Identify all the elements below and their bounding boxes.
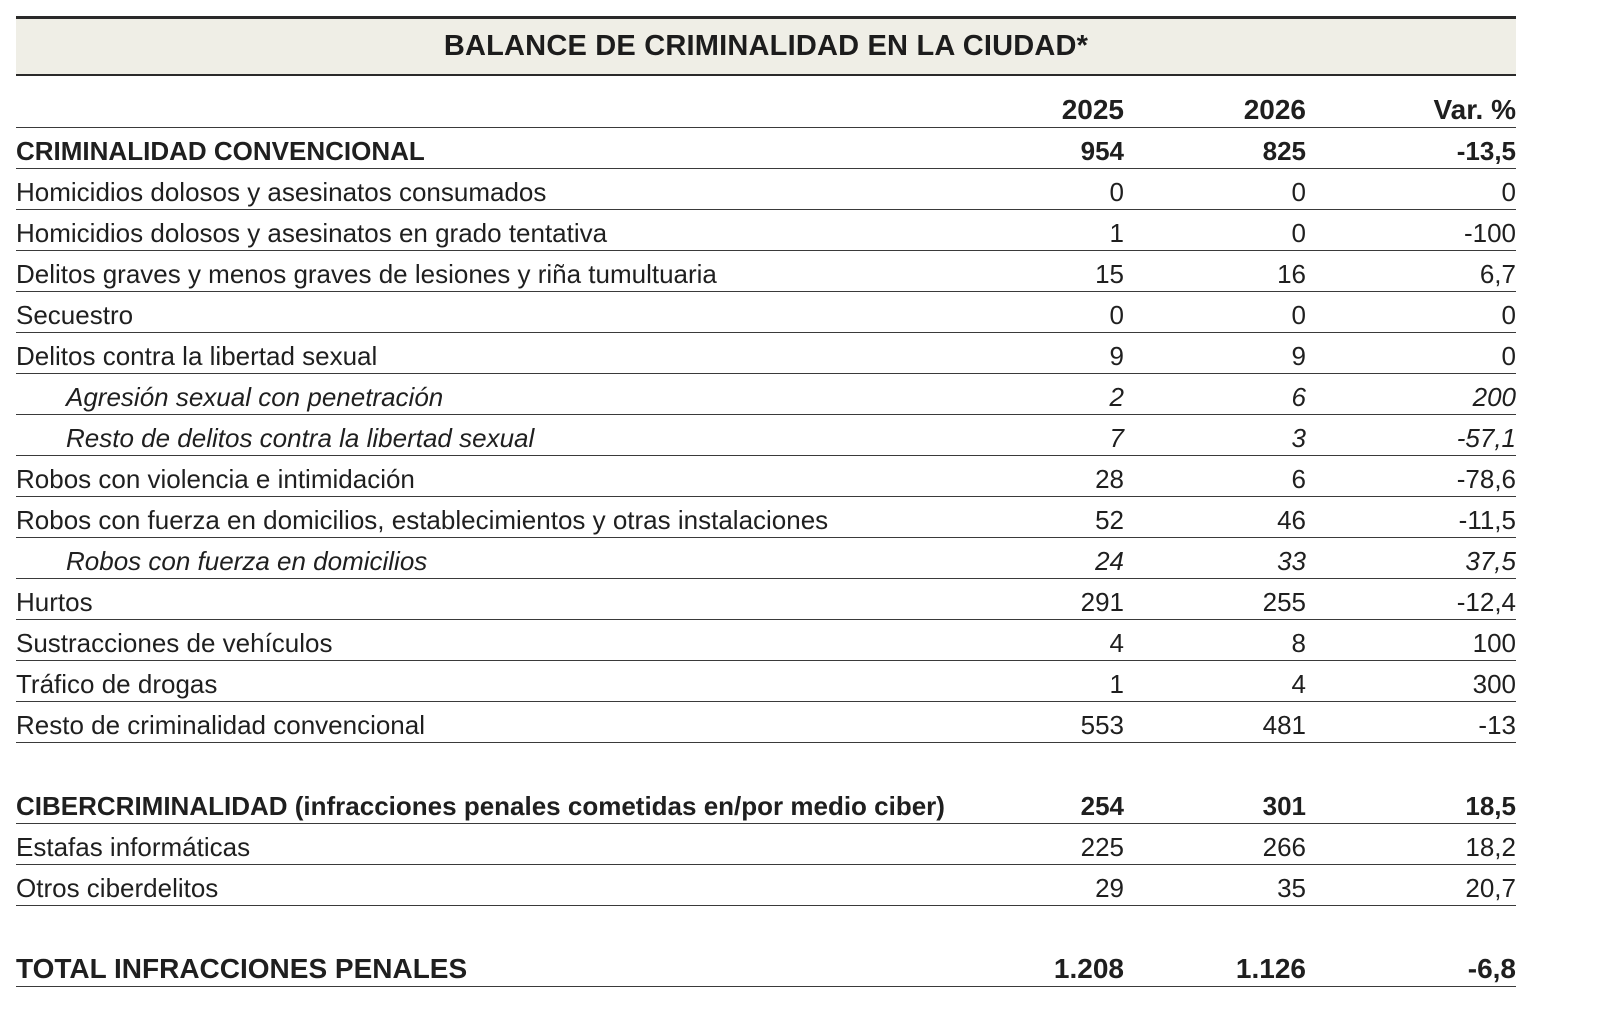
row-value-var: 0 xyxy=(1501,300,1516,330)
row-value-var: 0 xyxy=(1501,341,1516,371)
table-row xyxy=(16,743,1516,824)
table-row xyxy=(16,579,1516,620)
row-value-2026: 0 xyxy=(1291,177,1306,207)
row-value-2025: 29 xyxy=(1095,873,1124,903)
row-value-var: 18,2 xyxy=(1465,832,1516,862)
table-row xyxy=(16,865,1516,906)
row-value-2025: 15 xyxy=(1095,259,1124,289)
row-value-2025: 553 xyxy=(1080,710,1124,740)
row-label: Delitos graves y menos graves de lesiones y riña tumultuaria xyxy=(16,259,717,289)
row-label: Sustracciones de vehículos xyxy=(16,628,333,658)
row-value-2025: 0 xyxy=(1109,300,1124,330)
row-value-var: 20,7 xyxy=(1465,873,1516,903)
row-value-var: -13,5 xyxy=(1456,136,1516,166)
row-value-2025: 225 xyxy=(1080,832,1124,862)
row-value-2026: 9 xyxy=(1291,341,1306,371)
row-value-var: 300 xyxy=(1472,669,1516,699)
row-label: Secuestro xyxy=(16,300,134,330)
table-title-bar xyxy=(16,16,1516,76)
row-label: Agresión sexual con penetración xyxy=(66,382,444,412)
row-value-2025: 7 xyxy=(1109,423,1124,453)
row-value-var: -13 xyxy=(1478,710,1516,740)
row-value-2026: 33 xyxy=(1277,546,1306,576)
row-value-2026: 255 xyxy=(1262,587,1306,617)
column-header-2026: 2026 xyxy=(1243,94,1306,125)
row-label: CIBERCRIMINALIDAD (infracciones penales cometidas en/por medio ciber) xyxy=(16,791,945,821)
row-value-var: -57,1 xyxy=(1456,423,1516,453)
row-label: Homicidios dolosos y asesinatos en grado tentativa xyxy=(16,218,608,248)
row-label: Otros ciberdelitos xyxy=(16,873,219,903)
row-value-2025: 254 xyxy=(1080,791,1124,821)
column-header-var: Var. % xyxy=(1433,94,1516,125)
row-value-2026: 46 xyxy=(1277,505,1306,535)
table-row xyxy=(16,292,1516,333)
row-value-2025: 1 xyxy=(1109,218,1124,248)
row-value-2026: 266 xyxy=(1262,832,1306,862)
table-row xyxy=(16,906,1516,987)
row-label: Tráfico de drogas xyxy=(16,669,218,699)
row-value-var: -6,8 xyxy=(1467,953,1516,984)
row-label: Resto de delitos contra la libertad sexual xyxy=(66,423,535,453)
row-value-2026: 6 xyxy=(1291,464,1306,494)
row-value-2026: 301 xyxy=(1262,791,1306,821)
row-value-2025: 9 xyxy=(1109,341,1124,371)
table-row xyxy=(16,333,1516,374)
table-row xyxy=(16,538,1516,579)
table-row xyxy=(16,702,1516,743)
row-value-2026: 8 xyxy=(1291,628,1306,658)
row-label: Robos con fuerza en domicilios xyxy=(66,546,428,576)
row-value-var: 200 xyxy=(1472,382,1516,412)
column-header-2025: 2025 xyxy=(1061,94,1124,125)
row-value-2025: 291 xyxy=(1080,587,1124,617)
table-row xyxy=(16,374,1516,415)
row-value-var: 37,5 xyxy=(1465,546,1516,576)
row-value-2025: 24 xyxy=(1095,546,1124,576)
row-value-2025: 954 xyxy=(1080,136,1124,166)
row-value-2026: 6 xyxy=(1291,382,1306,412)
row-value-2026: 16 xyxy=(1277,259,1306,289)
row-label: Homicidios dolosos y asesinatos consumados xyxy=(16,177,547,207)
row-label: Delitos contra la libertad sexual xyxy=(16,341,378,371)
row-value-var: -100 xyxy=(1463,218,1516,248)
row-label: Robos con fuerza en domicilios, establecimientos y otras instalaciones xyxy=(16,505,829,535)
row-label: TOTAL INFRACCIONES PENALES xyxy=(16,953,468,984)
table-row xyxy=(16,497,1516,538)
row-label: Resto de criminalidad convencional xyxy=(16,710,426,740)
row-value-var: 100 xyxy=(1472,628,1516,658)
table-body xyxy=(16,128,1516,987)
row-value-2025: 28 xyxy=(1095,464,1124,494)
row-value-2026: 35 xyxy=(1277,873,1306,903)
row-label: Robos con violencia e intimidación xyxy=(16,464,415,494)
row-value-2025: 1 xyxy=(1109,669,1124,699)
row-value-2025: 52 xyxy=(1095,505,1124,535)
row-value-2026: 0 xyxy=(1291,300,1306,330)
row-value-2026: 0 xyxy=(1291,218,1306,248)
table-row xyxy=(16,824,1516,865)
row-label: Hurtos xyxy=(16,587,93,617)
row-value-2026: 1.126 xyxy=(1235,953,1306,984)
row-value-2025: 1.208 xyxy=(1053,953,1124,984)
row-value-2025: 2 xyxy=(1109,382,1124,412)
table-row xyxy=(16,128,1516,169)
row-value-var: -11,5 xyxy=(1458,505,1516,535)
table-row xyxy=(16,456,1516,497)
table-row xyxy=(16,251,1516,292)
row-label: CRIMINALIDAD CONVENCIONAL xyxy=(16,136,425,166)
column-header-row xyxy=(16,76,1516,128)
table-row xyxy=(16,620,1516,661)
row-value-var: -78,6 xyxy=(1456,464,1516,494)
table-row xyxy=(16,415,1516,456)
table-row xyxy=(16,169,1516,210)
row-value-var: 6,7 xyxy=(1479,259,1516,289)
table-row xyxy=(16,210,1516,251)
row-value-2025: 0 xyxy=(1109,177,1124,207)
row-value-var: 18,5 xyxy=(1465,791,1516,821)
row-value-2026: 825 xyxy=(1262,136,1306,166)
row-value-var: -12,4 xyxy=(1456,587,1516,617)
crime-balance-table xyxy=(16,16,1516,987)
row-value-var: 0 xyxy=(1501,177,1516,207)
row-value-2026: 481 xyxy=(1262,710,1306,740)
table-title: BALANCE DE CRIMINALIDAD EN LA CIUDAD* xyxy=(443,30,1089,62)
row-label: Estafas informáticas xyxy=(16,832,251,862)
row-value-2025: 4 xyxy=(1109,628,1124,658)
table-row xyxy=(16,661,1516,702)
row-value-2026: 3 xyxy=(1291,423,1306,453)
row-value-2026: 4 xyxy=(1291,669,1306,699)
